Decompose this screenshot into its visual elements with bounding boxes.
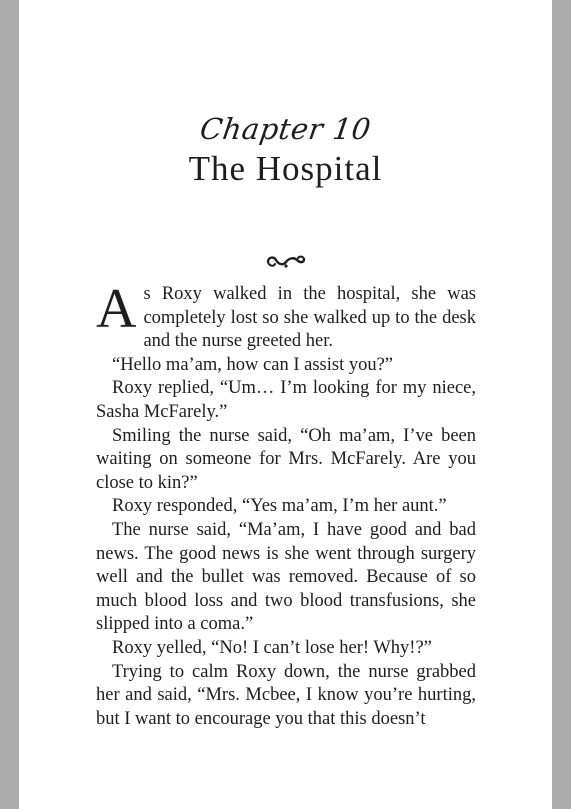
paragraph-4: Smiling the nurse said, “Oh ma’am, I’ve been waiting on someone for Mrs. McFarely. Are you close to kin?” [96,425,476,493]
paragraph-8: Trying to calm Roxy down, the nurse grabbed her and said, “Mrs. Mcbee, I know you’re hurting, but I want to encourage you that this doesn’t [96,661,476,729]
paragraph-2: “Hello ma’am, how can I assist you?” [112,354,394,375]
drop-cap: A [96,278,137,340]
ornament [19,254,552,275]
paragraph-1-text: s Roxy walked in the hospital, she was completely lost so she walked up to the desk and the nurse greeted her. [143,284,476,352]
paragraph-7: Roxy yelled, “No! I can’t lose her! Why!?” [112,637,432,658]
fleuron-ornament-icon [265,254,307,270]
chapter-title: The Hospital [188,149,383,188]
chapter-body [96,278,476,731]
paragraph-5: Roxy responded, “Yes ma’am, I’m her aunt.” [112,496,447,517]
paragraph-3: Roxy replied, “Um… I’m looking for my niece, Sasha McFarely.” [96,378,476,422]
book-page [19,0,552,809]
paragraph-6: The nurse said, “Ma’am, I have good and bad news. The good news is she went through surgery well and the bullet was removed. Because of so much blood loss and two blood transfusions, she slipped into a coma.” [96,519,476,635]
paragraph-1 [96,278,476,354]
chapter-label: Chapter 10 [197,112,374,146]
